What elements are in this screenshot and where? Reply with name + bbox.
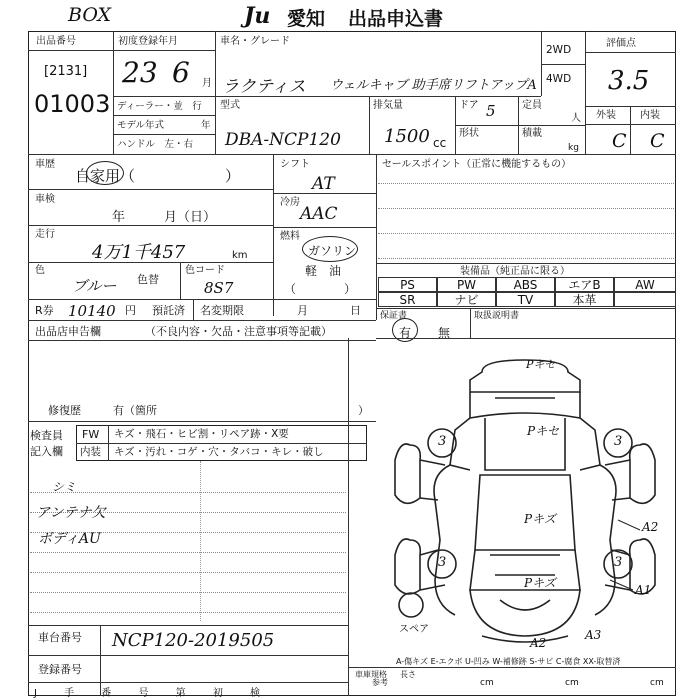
recycle-deposit: 預託済 [152, 304, 185, 317]
car-name: ラクティス [222, 77, 306, 97]
score-label: 評価点 [606, 38, 636, 49]
lot-number: 01003 [34, 90, 111, 118]
cooling-value: AAC [300, 204, 338, 224]
shift-label: シフト [280, 159, 310, 170]
history-value: 自家用（ ） [75, 167, 241, 185]
registration-month: 6 [172, 56, 190, 89]
reg-number-label: 登録番号 [38, 663, 82, 676]
warranty-label: 保証書 [380, 311, 408, 321]
inspection-value: 年 月（日） [112, 210, 217, 225]
car-name-label: 車名・グレード [220, 36, 290, 47]
declaration-note: （不良内容・欠品・注意事項等記載） [145, 325, 332, 338]
note-stain: シミ [52, 480, 77, 494]
manual-label: 取扱説明書 [474, 311, 520, 321]
form-title: 出品申込書 [348, 8, 444, 30]
garage-spec-label: 車庫規格 [355, 670, 387, 679]
inspector-label: 検査員 [30, 429, 63, 442]
displacement-value: 1500 [384, 126, 430, 147]
fw-text: キズ・飛石・ヒビ割・リペア跡・X要 [114, 428, 289, 440]
private-use-circle [86, 161, 124, 185]
repair-label: 修復歴 [48, 404, 81, 417]
bottom-row-label: J 手 番 号 第 初 検 [34, 688, 273, 699]
model-label: 型式 [220, 100, 240, 111]
equipment-item: 本革 [555, 292, 614, 307]
inspection-label: 車検 [35, 194, 55, 205]
handle-side: ハンドル 左・右 [117, 139, 194, 150]
4wd-option: 4WD [546, 73, 572, 85]
shift-value: AT [312, 174, 335, 194]
warranty-no: 無 [438, 326, 451, 340]
damage-legend: A-傷キズ E-エクボ U-凹み W-補修跡 S-サビ C-腐食 XX-取替済 [396, 657, 621, 666]
interior-text: キズ・汚れ・コゲ・穴・タバコ・キレ・破し [114, 446, 324, 458]
exterior-grade: C [612, 130, 627, 152]
history-label: 車歴 [35, 159, 55, 170]
car-grade: ウェルキャブ 助手席リフトアップA [330, 78, 537, 93]
repair-value: 有（箇所 [113, 404, 157, 417]
equipment-item: PW [437, 277, 496, 292]
right-front-wheel-area [630, 444, 655, 503]
recycle-label: R券 [35, 304, 54, 317]
car-damage-diagram [350, 340, 676, 658]
recycle-value: 10140 [68, 302, 116, 320]
door-label: ドア [459, 100, 479, 111]
model-value: DBA-NCP120 [225, 130, 341, 150]
note-antenna: アンテナ欠 [36, 505, 106, 521]
name-change-label: 名変期限 [200, 304, 244, 317]
sales-point-label: セールスポイント（正常に機能するもの） [382, 159, 572, 170]
lot-label: 出品番号 [36, 36, 76, 47]
fuel-diesel: 軽 油 [305, 264, 342, 278]
fuel-label: 燃料 [280, 231, 300, 242]
box-handwritten-note: BOX [68, 4, 112, 26]
ju-logo: Ju [244, 3, 271, 29]
color-code-label: 色コード [185, 265, 225, 276]
color-value: ブルー [72, 277, 117, 295]
load-label: 積載 [522, 128, 542, 139]
chassis-number: NCP120-2019505 [112, 630, 275, 651]
equipment-item: エアB [555, 277, 614, 292]
model-year-label: モデル年式 [117, 120, 165, 131]
gasoline-circle [302, 236, 358, 262]
grade-score: 3.5 [608, 66, 650, 96]
capacity-label: 定員 [522, 100, 542, 111]
equipment-item [614, 292, 676, 307]
interior-grade: C [650, 130, 665, 152]
rear-shape [470, 590, 580, 636]
org-name: 愛知 [287, 8, 326, 30]
door-value: 5 [486, 102, 496, 120]
color-code: 8S7 [204, 279, 234, 297]
left-front-wheel-area [395, 444, 420, 503]
declaration-label: 出品店申告欄 [35, 325, 101, 338]
cooling-label: 冷房 [280, 197, 300, 208]
equipment-item: PS [378, 277, 437, 292]
shape-label: 形状 [459, 128, 479, 139]
note-body: ボディAU [38, 531, 101, 547]
equipment-label: 装備品（純正品に限る） [460, 266, 570, 277]
lot-code: [2131] [44, 64, 88, 79]
front-bumper-shape [470, 360, 580, 392]
spare-tire [399, 593, 423, 617]
chassis-label: 車台番号 [38, 631, 82, 644]
mileage-label: 走行 [35, 229, 55, 240]
displacement-label: 排気量 [373, 100, 403, 111]
equipment-item: SR [378, 292, 437, 307]
fw-label: FW [82, 428, 100, 441]
equipment-item: TV [496, 292, 555, 307]
equipment-item: ABS [496, 277, 555, 292]
mileage-value: 4万1千457 [92, 242, 186, 263]
equipment-item: AW [614, 277, 676, 292]
registration-year: 23 [122, 56, 158, 89]
dealer-parallel: ディーラー・並 行 [117, 101, 202, 112]
fuel-gasoline: ガソリン [308, 244, 357, 258]
warranty-yes: 有 [399, 326, 412, 340]
hood-shape [470, 392, 580, 418]
color-label: 色 [35, 265, 45, 276]
2wd-option: 2WD [546, 44, 572, 56]
registration-label: 初度登録年月 [118, 36, 178, 47]
equipment-item: ナビ [437, 292, 496, 307]
